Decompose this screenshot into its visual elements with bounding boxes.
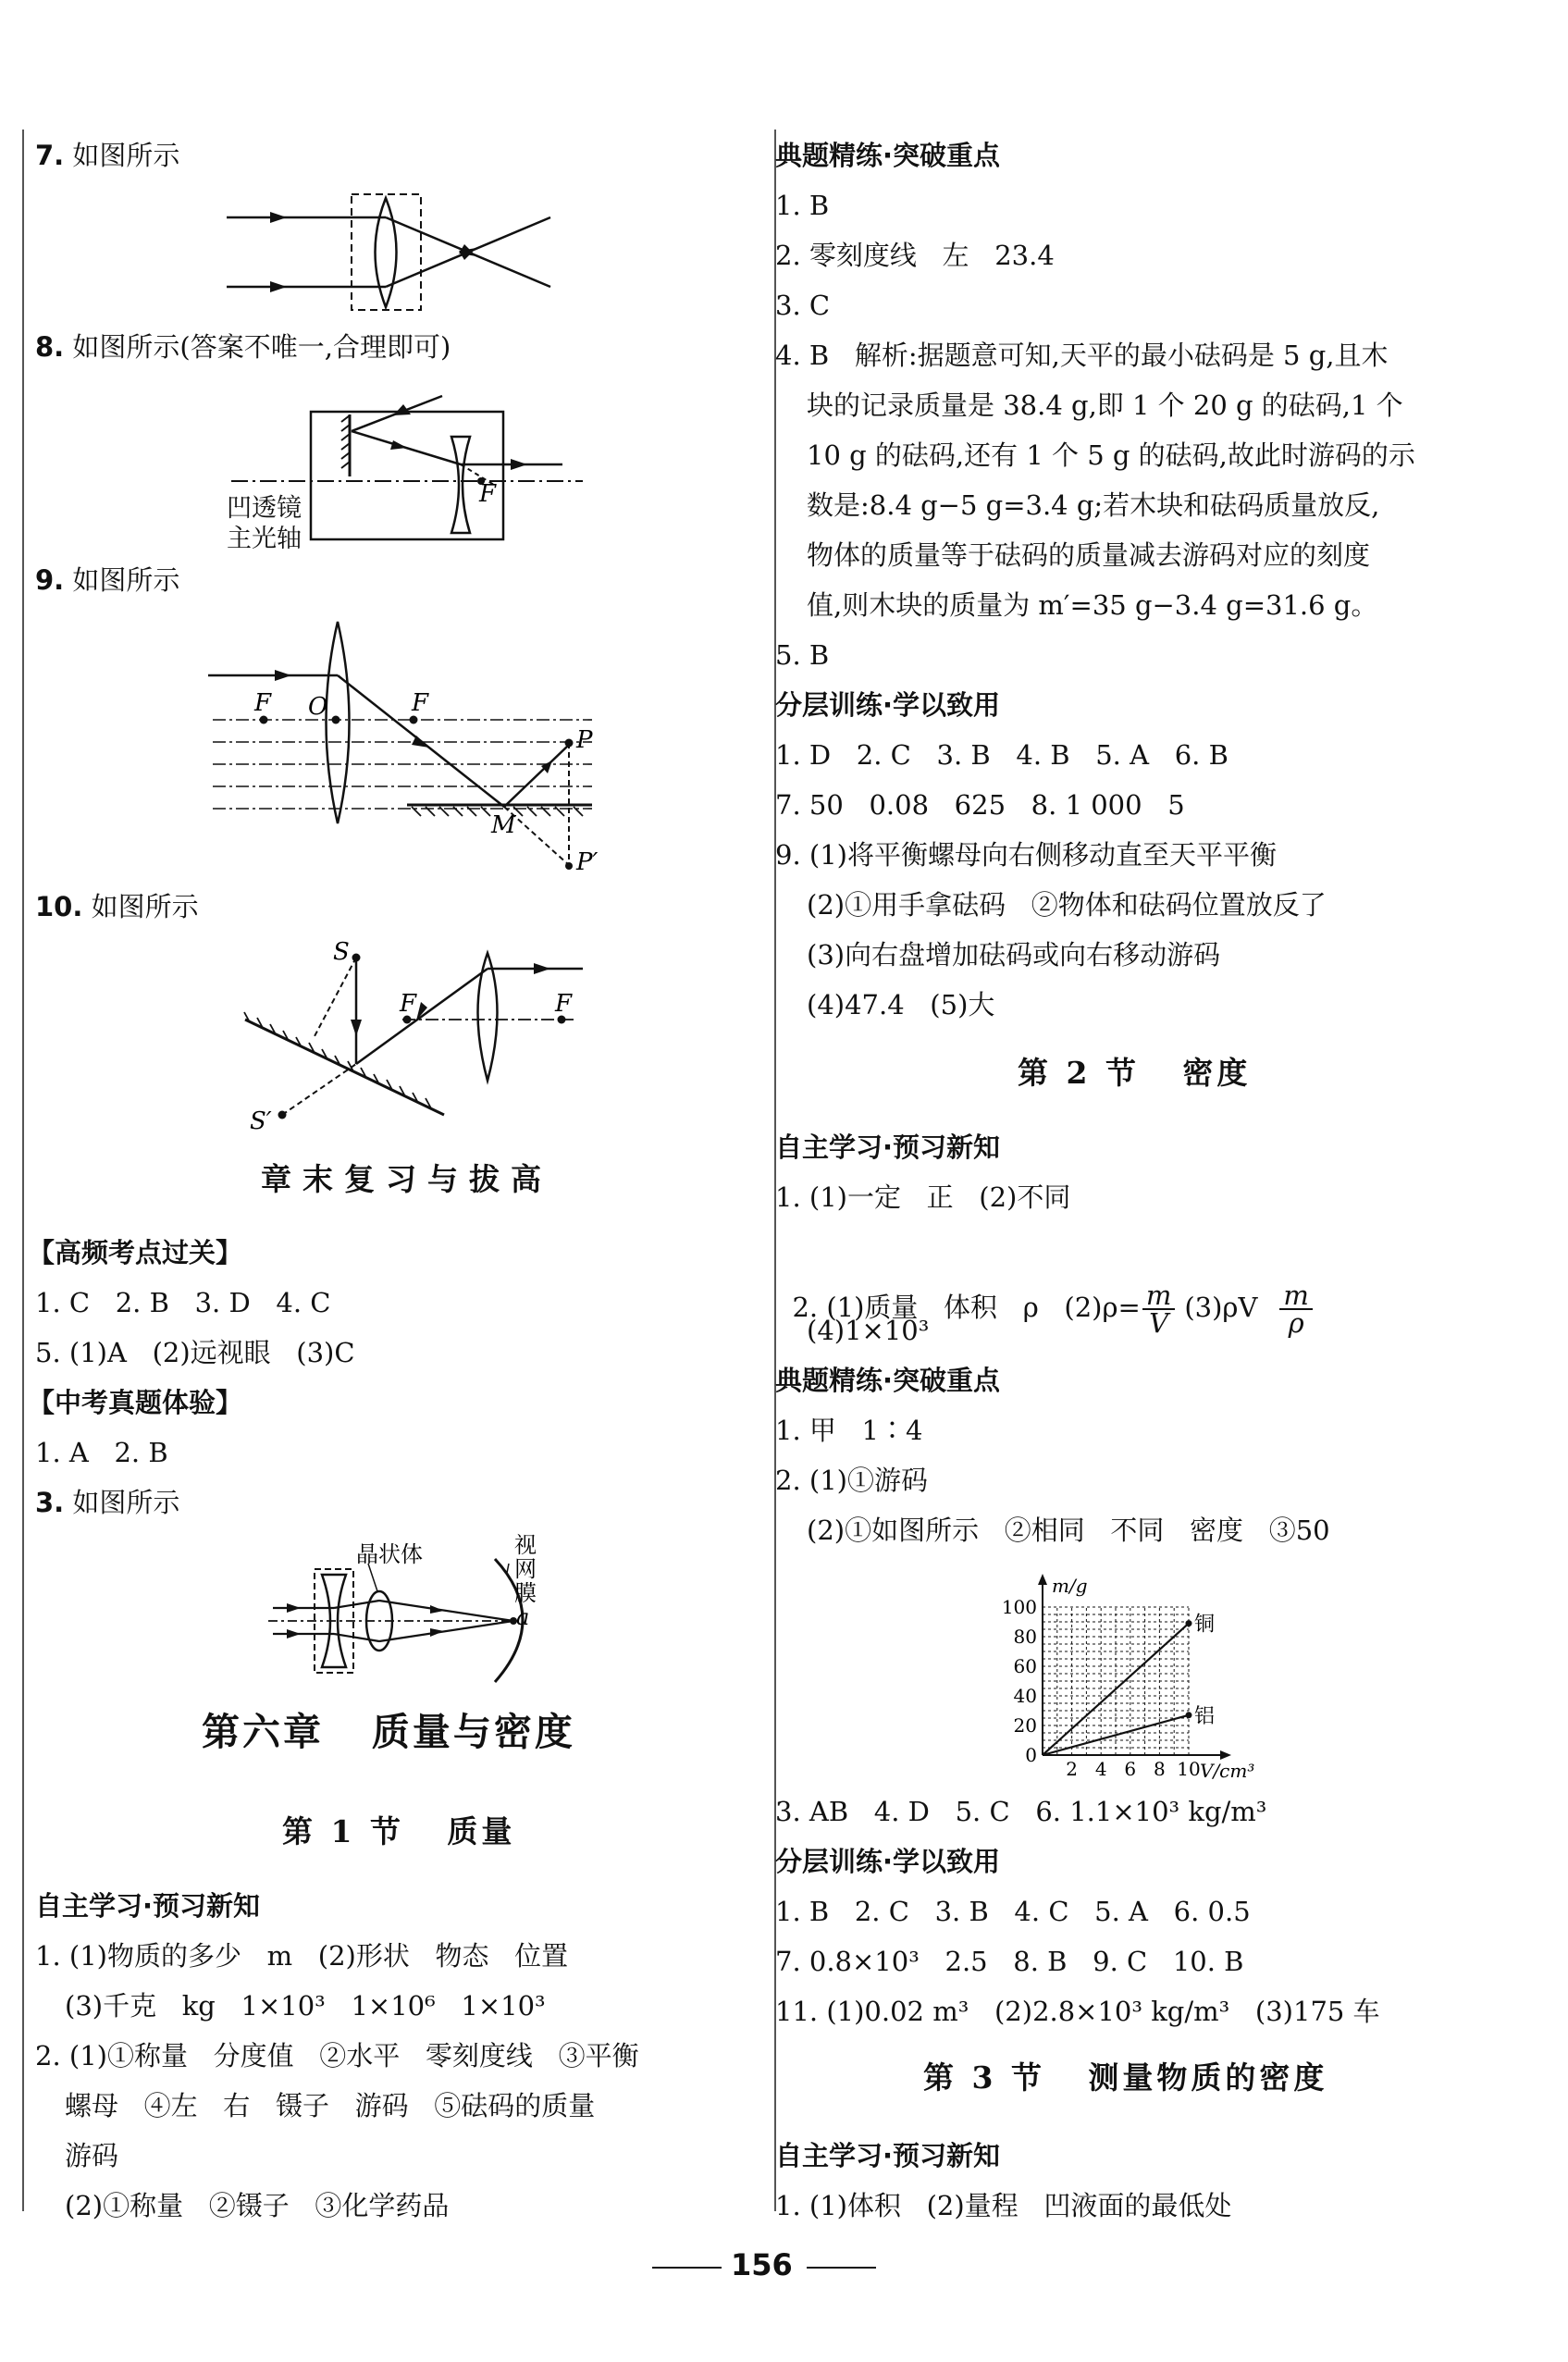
answer-r4-line5: 物体的质量等于砝码的质量减去游码对应的刻度 xyxy=(807,539,1371,571)
typical-problems-2-title: 典题精练·突破重点 xyxy=(775,1365,1001,1396)
y-tick-label: 0 xyxy=(1025,1744,1037,1766)
training2-answers-1: 1. B 2. C 3. B 4. C 5. A 6. 0.5 xyxy=(775,1896,1251,1927)
question-10: 10. 如图所示 xyxy=(35,891,199,922)
hf-answers-5: 5. (1)A (2)远视眼 (3)C xyxy=(35,1337,355,1368)
y-tick-label: 100 xyxy=(1001,1596,1037,1618)
training-answers-1: 1. D 2. C 3. B 4. B 5. A 6. B xyxy=(775,739,1228,771)
frac-m: m xyxy=(1142,1282,1176,1310)
layered-training-title: 分层训练·学以致用 xyxy=(775,689,1001,721)
answer-r5: 5. B xyxy=(775,639,830,671)
y-tick-label: 40 xyxy=(1013,1685,1037,1707)
measure-answer-1: 1. (1)体积 (2)量程 凹液面的最低处 xyxy=(775,2190,1232,2221)
series-point xyxy=(1186,1712,1192,1718)
label-f-right: F xyxy=(412,689,429,717)
x-axis-label: V/cm³ xyxy=(1200,1760,1255,1781)
training-answers-7: 7. 50 0.08 625 8. 1 000 5 xyxy=(775,789,1185,821)
answer-r4-line3: 10 g 的砝码,还有 1 个 5 g 的砝码,故此时游码的示 xyxy=(807,439,1415,471)
typical-answer-1: 1. 甲 1∶4 xyxy=(775,1415,923,1446)
series-point xyxy=(1186,1620,1192,1626)
series-label: 铝 xyxy=(1194,1704,1216,1728)
self-study-2a: 2. (1)①称量 分度值 ②水平 零刻度线 ③平衡 xyxy=(35,2040,639,2071)
x-tick-label: 8 xyxy=(1154,1758,1166,1780)
label-f-left: F xyxy=(254,689,272,717)
section-3-title: 第 3 节 测量物质的密度 xyxy=(923,2059,1328,2096)
label-f-left: F xyxy=(400,990,417,1018)
label-o: O xyxy=(308,693,328,721)
left-margin-rule xyxy=(22,130,24,2211)
answer-r4-line4: 数是:8.4 g−5 g=3.4 g;若木块和砝码质量放反, xyxy=(807,489,1380,521)
mass-volume-chart xyxy=(994,1559,1300,1781)
typical-answers-3: 3. AB 4. D 5. C 6. 1.1×10³ kg/m³ xyxy=(775,1796,1267,1827)
label-a: a xyxy=(516,1604,530,1630)
y-axis-label: m/g xyxy=(1052,1575,1088,1597)
training2-answers-7: 7. 0.8×10³ 2.5 8. B 9. C 10. B xyxy=(775,1946,1244,1977)
y-axis-arrow xyxy=(1038,1574,1047,1585)
self-study-2c: 游码 xyxy=(65,2140,119,2171)
answer-r4-line2: 块的记录质量是 38.4 g,即 1 个 20 g 的砝码,1 个 xyxy=(807,390,1403,421)
exam-question-3: 3. 如图所示 xyxy=(35,1487,180,1518)
label-crystalline-lens: 晶状体 xyxy=(356,1541,423,1567)
layered-training-2-title: 分层训练·学以致用 xyxy=(775,1846,1001,1877)
label-retina-1: 视 xyxy=(514,1532,537,1558)
y-tick-label: 20 xyxy=(1013,1714,1037,1737)
label-retina-2: 网 xyxy=(514,1556,537,1582)
label-f-right: F xyxy=(555,990,573,1018)
self-study-2-title: 自主学习·预习新知 xyxy=(775,1132,1001,1163)
question-8: 8. 如图所示(答案不唯一,合理即可) xyxy=(35,331,451,363)
series-label: 铜 xyxy=(1194,1613,1216,1637)
hf-answers-1: 1. C 2. B 3. D 4. C xyxy=(35,1287,331,1318)
density-answer-2: 2. (1)质量 体积 ρ (2)ρ= $\frac{m}{V}$ (3)ρV $\frac{m}{\rho}$ xyxy=(775,1245,1313,1336)
answer-r4-line6: 值,则木块的质量为 m′=35 g−3.4 g=31.6 g。 xyxy=(807,589,1378,621)
density-answer-1: 1. (1)一定 正 (2)不同 xyxy=(775,1181,1071,1213)
label-principal-axis: 主光轴 xyxy=(227,525,302,553)
typical-problems-title: 典题精练·突破重点 xyxy=(775,140,1001,171)
self-study-2d: (2)①称量 ②镊子 ③化学药品 xyxy=(65,2190,450,2221)
label-retina-3: 膜 xyxy=(514,1580,537,1606)
review-title: 章末复习与拔高 xyxy=(261,1161,552,1197)
high-frequency-title: 【高频考点过关】 xyxy=(28,1237,243,1268)
frac-m2: m xyxy=(1279,1282,1313,1310)
self-study-2b: 螺母 ④左 右 镊子 游码 ⑤砝码的质量 xyxy=(65,2090,596,2121)
diagram-eye-correction xyxy=(259,1527,564,1693)
training-answer-9a: 9. (1)将平衡螺母向右侧移动直至天平平衡 xyxy=(775,839,1277,871)
x-tick-label: 2 xyxy=(1066,1758,1078,1780)
label-s: S xyxy=(333,938,350,966)
label-p-prime: P′ xyxy=(576,848,599,876)
self-study-1a: 1. (1)物质的多少 m (2)形状 物态 位置 xyxy=(35,1940,569,1972)
page-number-rule-right xyxy=(807,2267,876,2269)
y-tick-label: 60 xyxy=(1013,1655,1037,1677)
answer-r3: 3. C xyxy=(775,290,831,321)
x-axis-arrow xyxy=(1220,1750,1231,1760)
label-concave-lens: 凹透镜 xyxy=(227,494,302,523)
label-s-prime: S′ xyxy=(250,1107,272,1135)
chapter-title: 第六章 质量与密度 xyxy=(202,1710,575,1754)
answer-r1: 1. B xyxy=(775,190,830,221)
self-study-title: 自主学习·预习新知 xyxy=(35,1890,261,1922)
y-tick-label: 80 xyxy=(1013,1626,1037,1648)
typical-answer-2b: (2)①如图所示 ②相同 不同 密度 ③50 xyxy=(807,1515,1330,1546)
label-m: M xyxy=(491,811,516,839)
density-answer-2b: (4)1×10³ xyxy=(807,1315,930,1346)
training2-answer-11: 11. (1)0.02 m³ (2)2.8×10³ kg/m³ (3)175 车 xyxy=(775,1996,1380,2027)
label-f: F xyxy=(479,480,497,508)
page-number-rule-left xyxy=(652,2267,722,2269)
frac-rho: ρ xyxy=(1288,1307,1304,1339)
training-answer-9b: (2)①用手拿砝码 ②物体和砝码位置放反了 xyxy=(807,889,1327,921)
x-tick-label: 6 xyxy=(1124,1758,1137,1780)
question-9: 9. 如图所示 xyxy=(35,564,180,596)
x-tick-label: 10 xyxy=(1177,1758,1201,1780)
self-study-1b: (3)千克 kg 1×10³ 1×10⁶ 1×10³ xyxy=(65,1990,546,2022)
answer-r4-line1: 4. B 解析:据题意可知,天平的最小砝码是 5 g,且木 xyxy=(775,340,1389,371)
training-answer-9c: (3)向右盘增加砝码或向右移动游码 xyxy=(807,939,1221,971)
frac-v: V xyxy=(1149,1307,1169,1339)
typical-answer-2a: 2. (1)①游码 xyxy=(775,1465,928,1496)
diagram-q7-convex-lens xyxy=(213,185,564,315)
self-study-3-title: 自主学习·预习新知 xyxy=(775,2140,1001,2171)
page-number: 156 xyxy=(731,2247,793,2282)
x-tick-label: 4 xyxy=(1094,1758,1107,1780)
question-7: 7. 如图所示 xyxy=(35,140,180,171)
exam-answers-1: 1. A 2. B xyxy=(35,1437,168,1468)
exam-title: 【中考真题体验】 xyxy=(28,1387,243,1418)
training-answer-9d: (4)47.4 (5)大 xyxy=(807,989,995,1020)
label-p: P xyxy=(576,726,593,754)
diagram-q10-mirror-lens xyxy=(231,934,601,1138)
diagram-q9-lens-mirror xyxy=(199,611,634,888)
section-1-title: 第 1 节 质量 xyxy=(282,1813,516,1849)
answer-r2: 2. 零刻度线 左 23.4 xyxy=(775,240,1055,271)
section-2-title: 第 2 节 密度 xyxy=(1018,1055,1252,1091)
